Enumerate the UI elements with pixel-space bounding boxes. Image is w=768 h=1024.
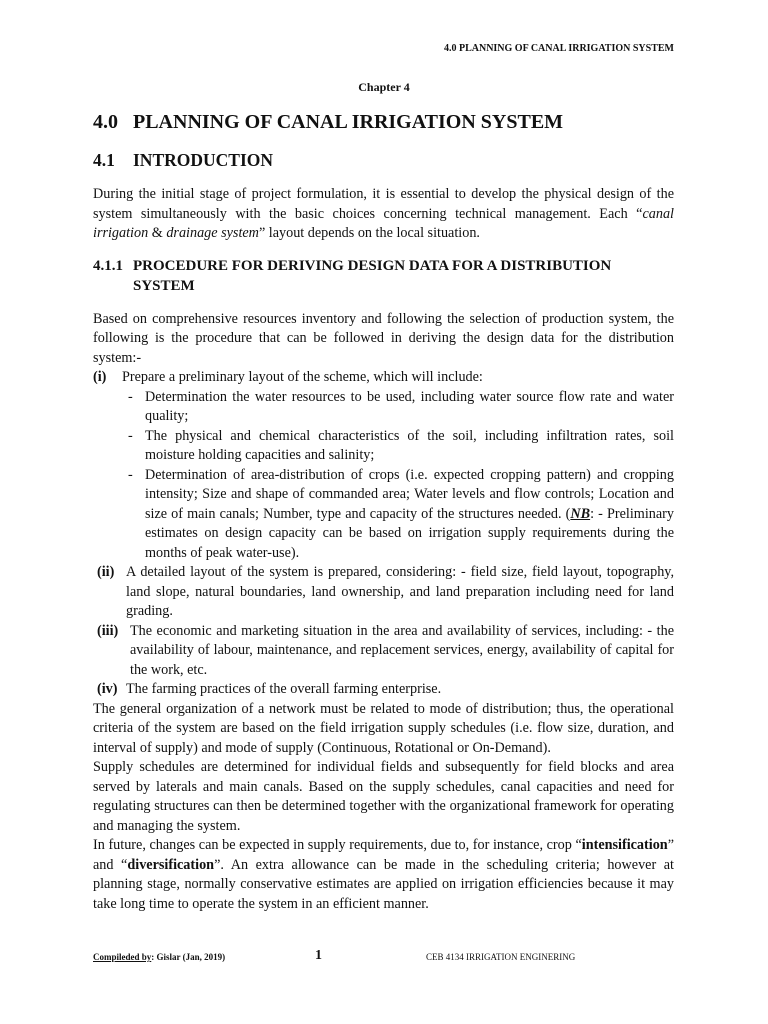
list-dash: - [128, 388, 133, 405]
sub-item-text: Determination the water resources to be used, including water source flow rate and water quality; [145, 388, 674, 424]
running-header: 4.0 PLANNING OF CANAL IRRIGATION SYSTEM [443, 43, 674, 54]
procedure-step [93, 563, 674, 622]
section-heading-text: INTRODUCTION [133, 150, 274, 170]
step-text: A detailed layout of the system is prepared, considering: - field size, field layout, topography, land slope, natural boundaries, land ownership, and land preparation including need for land grading. [126, 564, 674, 619]
future-text-b: ”. An extra allowance can be made in the scheduling criteria; however at planning stage, normally conservative estimates are applied on irrigation efficiencies because it may take long time to operate the system in an efficient manner. [93, 856, 674, 912]
list-dash: - [128, 466, 133, 483]
intro-italic-canal: canal irrigation [93, 205, 674, 241]
sub-list-item [128, 466, 674, 564]
procedure-step [93, 368, 674, 388]
organization-paragraph: The general organization of a network must be related to mode of distribution; thus, the operational criteria of the system are based on the field irrigation supply schedules (i.e. flow size, duration, and interval of supply) and mode of supply (Continuous, Rotational or On-Demand). [93, 700, 674, 756]
sub-item-text: The physical and chemical characteristics of the soil, including infiltration rates, soil moisture holding capacities and salinity; [145, 427, 674, 463]
step-label: (ii) [97, 564, 115, 580]
sub-item-text-b: : - Preliminary estimates on design capacity can be based on irrigation supply requirements during the months of peak water-use). [145, 505, 674, 561]
step-text: The economic and marketing situation in the area and availability of services, including: - the availability of labour, maintenance, and replacement services, energy, availability of capital for the work, etc. [130, 622, 674, 678]
sub-list-item [128, 388, 674, 427]
future-text-a: In future, changes can be expected in supply requirements, due to, for instance, crop “ [93, 837, 582, 853]
footer-course: CEB 4134 IRRIGATION ENGINERING [426, 952, 576, 962]
chapter-title-text: PLANNING OF CANAL IRRIGATION SYSTEM [133, 111, 564, 133]
page-footer [93, 948, 674, 966]
subsection-heading-number: 4.1.1 [93, 257, 123, 274]
intro-paragraph [93, 185, 674, 244]
subsection-heading-text: PROCEDURE FOR DERIVING DESIGN DATA FOR A DISTRIBUTION SYSTEM [133, 257, 612, 294]
list-dash: - [128, 427, 133, 444]
bold-intensification: intensification [581, 837, 668, 853]
nb-note-label: NB [570, 505, 591, 522]
future-changes-paragraph [93, 836, 674, 914]
step-text: The farming practices of the overall farming enterprise. [126, 681, 442, 697]
sub-item-text [145, 466, 674, 564]
sub-item-text-a: Determination of area-distribution of crops (i.e. expected cropping pattern) and cropping intensity; Size and shape of commanded area; Water levels and flow controls; Location and size of main canals; Number, type and capacity of the structures needed. ( [145, 466, 674, 522]
procedure-step [93, 680, 674, 700]
section-heading [93, 149, 674, 171]
future-text-mid: ” and “ [93, 837, 674, 873]
footer-compiled-by [93, 952, 225, 962]
compiled-by-value: : Gislar (Jan, 2019) [151, 952, 226, 962]
step-label: (iv) [97, 681, 118, 697]
step-text: Prepare a preliminary layout of the scheme, which will include: [122, 369, 483, 385]
chapter-title-number: 4.0 [93, 111, 118, 133]
subsection-heading [93, 256, 674, 296]
supply-schedules-paragraph: Supply schedules are determined for individual fields and subsequently for field blocks and area served by laterals and main canals. Based on the supply schedules, canal capacities and need for regulating structures can then be determined together with the organizational framework for operating and managing the system. [93, 759, 674, 834]
intro-text-a: During the initial stage of project formulation, it is essential to develop the physical design of the system simultaneously with the basic choices concerning technical management. Each “ [93, 186, 674, 222]
intro-italic-drainage: drainage system [166, 225, 259, 241]
compiled-by-label: Compileded by [93, 952, 152, 962]
sub-list-item [128, 427, 674, 466]
step-label: (i) [93, 369, 107, 385]
page-content [93, 109, 674, 914]
procedure-intro-paragraph: Based on comprehensive resources inventory and following the selection of production system, the following is the procedure that can be followed in deriving the design data for the distribution system:- [93, 310, 674, 366]
bold-diversification: diversification [127, 856, 215, 873]
chapter-label: Chapter 4 [358, 80, 410, 94]
procedure-step [93, 622, 674, 681]
chapter-title [93, 109, 674, 135]
intro-text-b: ” layout depends on the local situation. [258, 225, 480, 241]
section-heading-number: 4.1 [93, 150, 115, 170]
page-number: 1 [315, 948, 322, 963]
step-label: (iii) [97, 622, 119, 639]
intro-ampersand: & [148, 225, 167, 241]
